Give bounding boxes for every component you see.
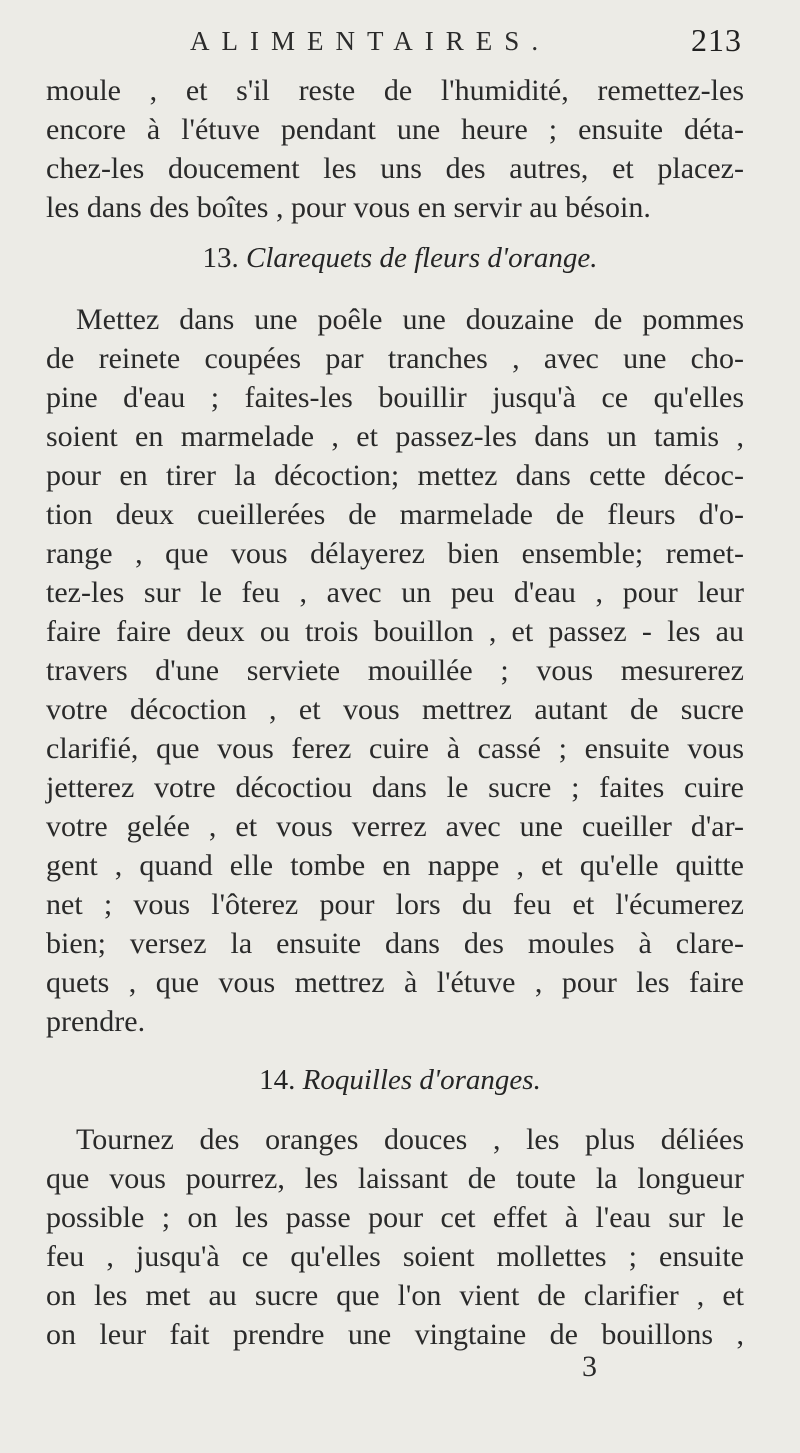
text-line: Mettez dans une poêle une douzaine de pommes — [76, 303, 744, 336]
text-line: pour en tirer la décoction; mettez dans cette décoc- — [46, 459, 744, 492]
text-line: les dans des boîtes , pour vous en servir au bésoin. — [46, 191, 651, 224]
text-line: Tournez des oranges douces , les plus déliées — [76, 1123, 744, 1156]
text-line: quets , que vous mettrez à l'étuve , pour les faire — [46, 966, 744, 999]
text-line: votre décoction , et vous mettrez autant de sucre — [46, 693, 744, 726]
intro-paragraph — [46, 71, 744, 227]
text-line: de reinete coupées par tranches , avec une cho- — [46, 342, 744, 375]
text-line: travers d'une serviete mouillée ; vous mesurerez — [46, 654, 744, 687]
page-number: 213 — [691, 22, 742, 58]
text-line: on leur fait prendre une vingtaine de bouillons , — [46, 1318, 744, 1351]
text-line: pine d'eau ; faites-les bouillir jusqu'à ce qu'elles — [46, 381, 744, 414]
section-title: Clarequets de fleurs d'orange. — [246, 242, 598, 274]
section-number: 13. — [202, 242, 239, 274]
text-line: moule , et s'il reste de l'humidité, remettez-les — [46, 74, 744, 107]
section-heading-14 — [0, 1064, 800, 1097]
section-13-body — [46, 300, 744, 1041]
text-line: feu , jusqu'à ce qu'elles soient mollettes ; ensuite — [46, 1240, 744, 1273]
text-line: que vous pourrez, les laissant de toute la longueur — [46, 1162, 744, 1195]
signature-mark: 3 — [582, 1350, 597, 1383]
text-line: range , que vous délayerez bien ensemble; remet- — [46, 537, 744, 570]
text-line: prendre. — [46, 1005, 146, 1038]
text-line: soient en marmelade , et passez-les dans un tamis , — [46, 420, 744, 453]
section-14-body — [46, 1120, 744, 1354]
text-line: possible ; on les passe pour cet effet à l'eau sur le — [46, 1201, 744, 1234]
section-number: 14. — [259, 1064, 296, 1096]
text-line: clarifié, que vous ferez cuire à cassé ; ensuite vous — [46, 732, 744, 765]
text-line: gent , quand elle tombe en nappe , et qu'elle quitte — [46, 849, 744, 882]
text-line: encore à l'étuve pendant une heure ; ensuite déta- — [46, 113, 744, 146]
text-line: faire faire deux ou trois bouillon , et passez - les au — [46, 615, 744, 648]
section-title: Roquilles d'oranges. — [302, 1064, 541, 1096]
text-line: votre gelée , et vous verrez avec une cueiller d'ar- — [46, 810, 744, 843]
running-head — [0, 18, 800, 66]
text-line: tion deux cueillerées de marmelade de fleurs d'o- — [46, 498, 744, 531]
text-line: chez-les doucement les uns des autres, et placez- — [46, 152, 744, 185]
text-line: bien; versez la ensuite dans des moules à clare- — [46, 927, 744, 960]
text-line: jetterez votre décoctiou dans le sucre ; faites cuire — [46, 771, 744, 804]
text-line: tez-les sur le feu , avec un peu d'eau , pour leur — [46, 576, 744, 609]
running-title: ALIMENTAIRES. — [190, 26, 551, 56]
text-line: on les met au sucre que l'on vient de clarifier , et — [46, 1279, 744, 1312]
text-line: net ; vous l'ôterez pour lors du feu et l'écumerez — [46, 888, 744, 921]
section-heading-13 — [0, 242, 800, 275]
